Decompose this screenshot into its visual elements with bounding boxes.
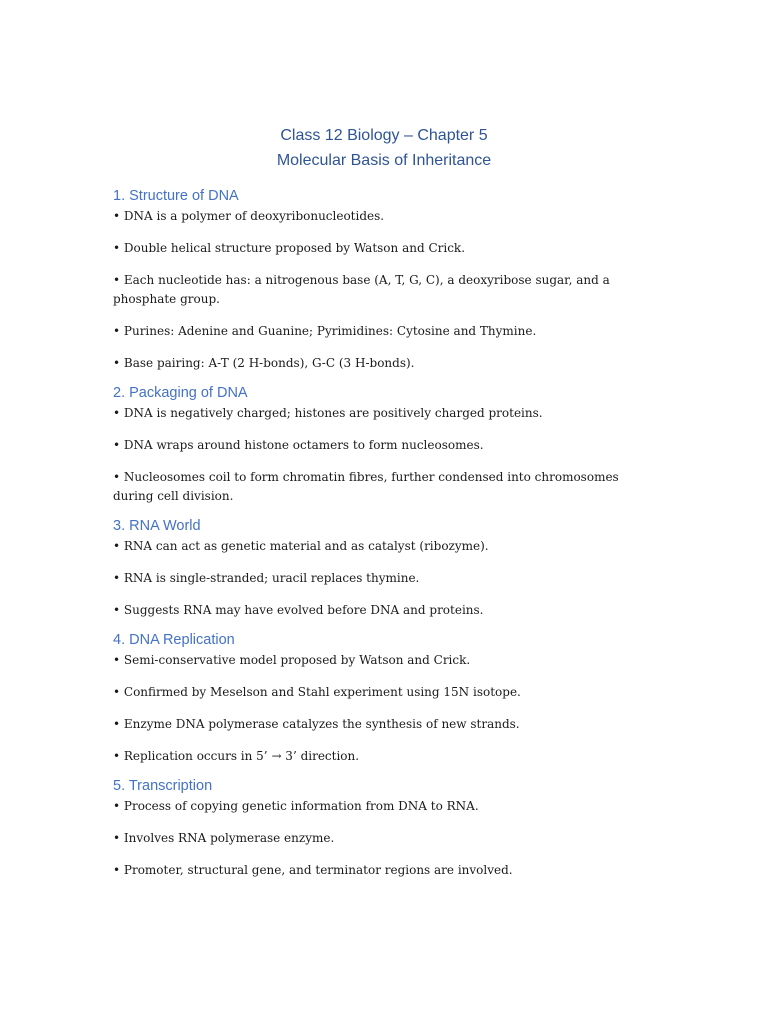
section-heading: 5. Transcription	[113, 778, 213, 794]
bullet-item: • Purines: Adenine and Guanine; Pyrimidines: Cytosine and Thymine.	[113, 324, 537, 338]
bullet-item: • RNA can act as genetic material and as catalyst (ribozyme).	[113, 539, 489, 553]
document-body	[113, 186, 658, 890]
section-packaging-of-dna	[113, 383, 658, 506]
section-heading: 4. DNA Replication	[113, 632, 235, 648]
section-structure-of-dna	[113, 186, 658, 373]
document-title	[0, 124, 768, 173]
bullet-item: • DNA is negatively charged; histones are positively charged proteins.	[113, 406, 543, 420]
title-line-course: Class 12 Biology – Chapter 5	[280, 127, 488, 144]
bullet-item: • Base pairing: A-T (2 H-bonds), G-C (3 H-bonds).	[113, 356, 415, 370]
section-heading: 1. Structure of DNA	[113, 188, 239, 204]
bullet-item: • Replication occurs in 5’ → 3’ direction.	[113, 749, 360, 763]
bullet-item: • RNA is single-stranded; uracil replaces thymine.	[113, 571, 420, 585]
section-dna-replication	[113, 630, 658, 766]
section-transcription	[113, 776, 658, 880]
bullet-item: • Double helical structure proposed by Watson and Crick.	[113, 241, 466, 255]
section-heading: 3. RNA World	[113, 518, 201, 534]
bullet-item: • DNA wraps around histone octamers to form nucleosomes.	[113, 438, 484, 452]
bullet-item: • Process of copying genetic information from DNA to RNA.	[113, 799, 479, 813]
bullet-item: • Promoter, structural gene, and terminator regions are involved.	[113, 863, 513, 877]
bullet-item: • Involves RNA polymerase enzyme.	[113, 831, 335, 845]
section-rna-world	[113, 516, 658, 620]
bullet-item: • DNA is a polymer of deoxyribonucleotides.	[113, 209, 385, 223]
bullet-item: • Confirmed by Meselson and Stahl experiment using 15N isotope.	[113, 685, 521, 699]
bullet-item: • Each nucleotide has: a nitrogenous base (A, T, G, C), a deoxyribose sugar, and a phosphate group.	[113, 273, 610, 306]
bullet-item: • Enzyme DNA polymerase catalyzes the synthesis of new strands.	[113, 717, 520, 731]
bullet-item: • Semi-conservative model proposed by Watson and Crick.	[113, 653, 471, 667]
title-line-topic: Molecular Basis of Inheritance	[276, 151, 492, 169]
bullet-item: • Nucleosomes coil to form chromatin fibres, further condensed into chromosomes during cell division.	[113, 470, 619, 503]
bullet-item: • Suggests RNA may have evolved before DNA and proteins.	[113, 603, 484, 617]
section-heading: 2. Packaging of DNA	[113, 385, 248, 401]
